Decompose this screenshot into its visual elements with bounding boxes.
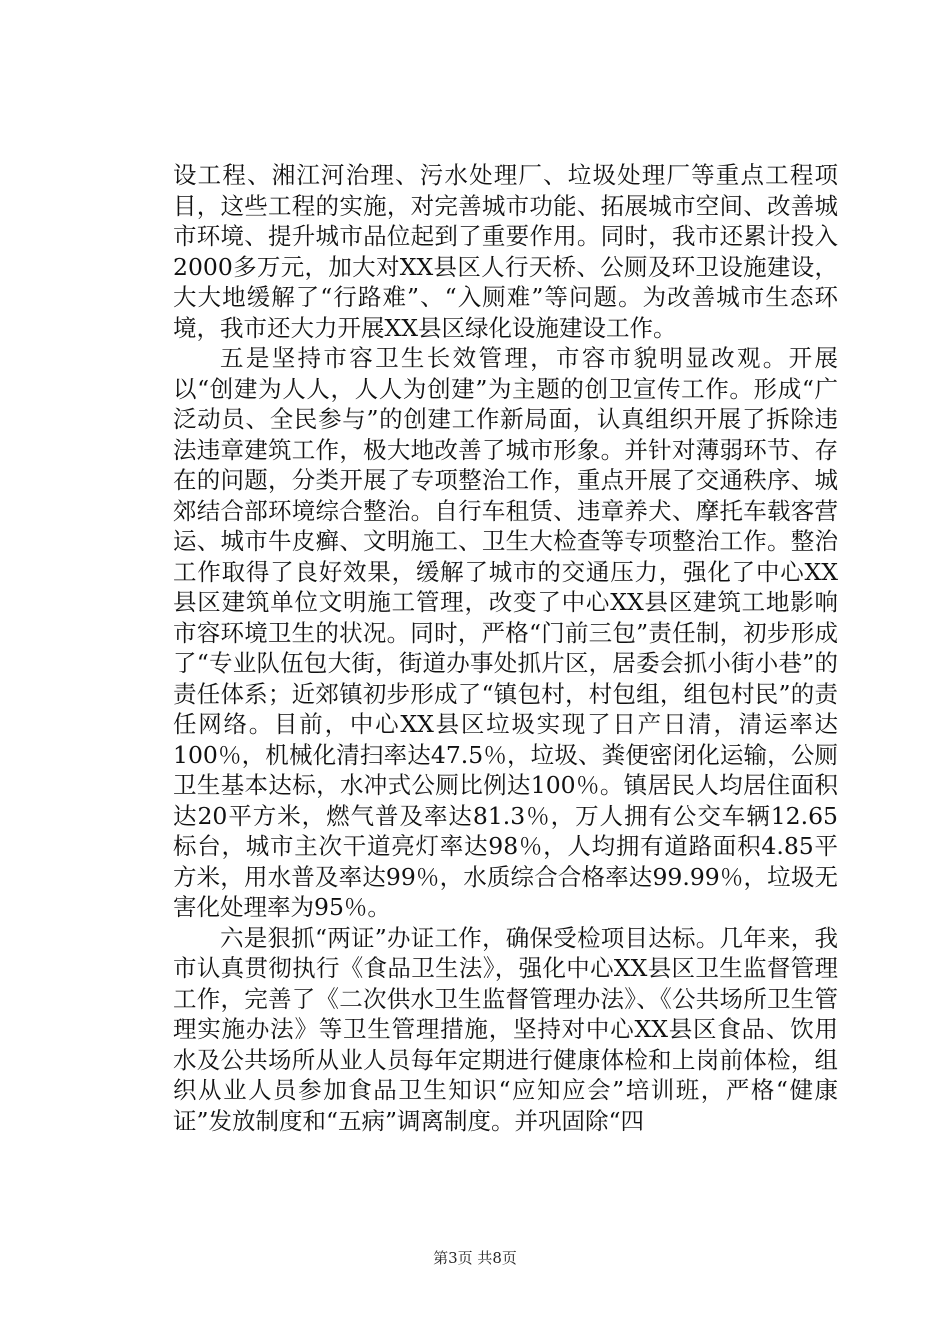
paragraph-continuation: 设工程、湘江河治理、污水处理厂、垃圾处理厂等重点工程项目，这些工程的实施，对完善城市功能、拓展城市空间、改善城市环境、提升城市品位起到了重要作用。同时，我市还累计投入2000多万元，加大对XX县区人行天桥、公厕及环卫设施建设，大大地缓解了“行路难”、“入厕难”等问题。为改善城市生态环境，我市还大力开展XX县区绿化设施建设工作。 (173, 161, 838, 342)
paragraph-six-two-certificates: 六是狠抓“两证”办证工作，确保受检项目达标。几年来，我市认真贯彻执行《食品卫生法》，强化中心XX县区卫生监督管理工作，完善了《二次供水卫生监督管理办法》、《公共场所卫生管理实施办法》等卫生管理措施，坚持对中心XX县区食品、饮用水及公共场所从业人员每年定期进行健康体检和上岗前体检，组织从业人员参加食品卫生知识“应知应会”培训班，严格“健康证”发放制度和“五病”调离制度。并巩固除“四 (173, 923, 838, 1135)
page-number-footer: 第3页 共8页 (433, 1249, 517, 1267)
document-body (173, 160, 838, 1136)
paragraph-five-city-appearance: 五是坚持市容卫生长效管理，市容市貌明显改观。开展以“创建为人人，人人为创建”为主题的创卫宣传工作。形成“广泛动员、全民参与”的创建工作新局面，认真组织开展了拆除违法违章建筑工作，极大地改善了城市形象。并针对薄弱环节、存在的问题，分类开展了专项整治工作，重点开展了交通秩序、城郊结合部环境综合整治。自行车租赁、违章养犬、摩托车载客营运、城市牛皮癣、文明施工、卫生大检查等专项整治工作。整治工作取得了良好效果，缓解了城市的交通压力，强化了中心XX县区建筑单位文明施工管理，改变了中心XX县区建筑工地影响市容环境卫生的状况。同时，严格“门前三包”责任制，初步形成了“专业队伍包大街，街道办事处抓片区，居委会抓小街小巷”的责任体系；近郊镇初步形成了“镇包村，村包组，组包村民”的责任网络。目前，中心XX县区垃圾实现了日产日清，清运率达100％，机械化清扫率达47.5％，垃圾、粪便密闭化运输，公厕卫生基本达标，水冲式公厕比例达100％。镇居民人均居住面积达20平方米，燃气普及率达81.3％，万人拥有公交车辆12.65标台，城市主次干道亮灯率达98％，人均拥有道路面积4.85平方米，用水普及率达99％，水质综合合格率达99.99％，垃圾无害化处理率为95％。 (173, 344, 838, 921)
